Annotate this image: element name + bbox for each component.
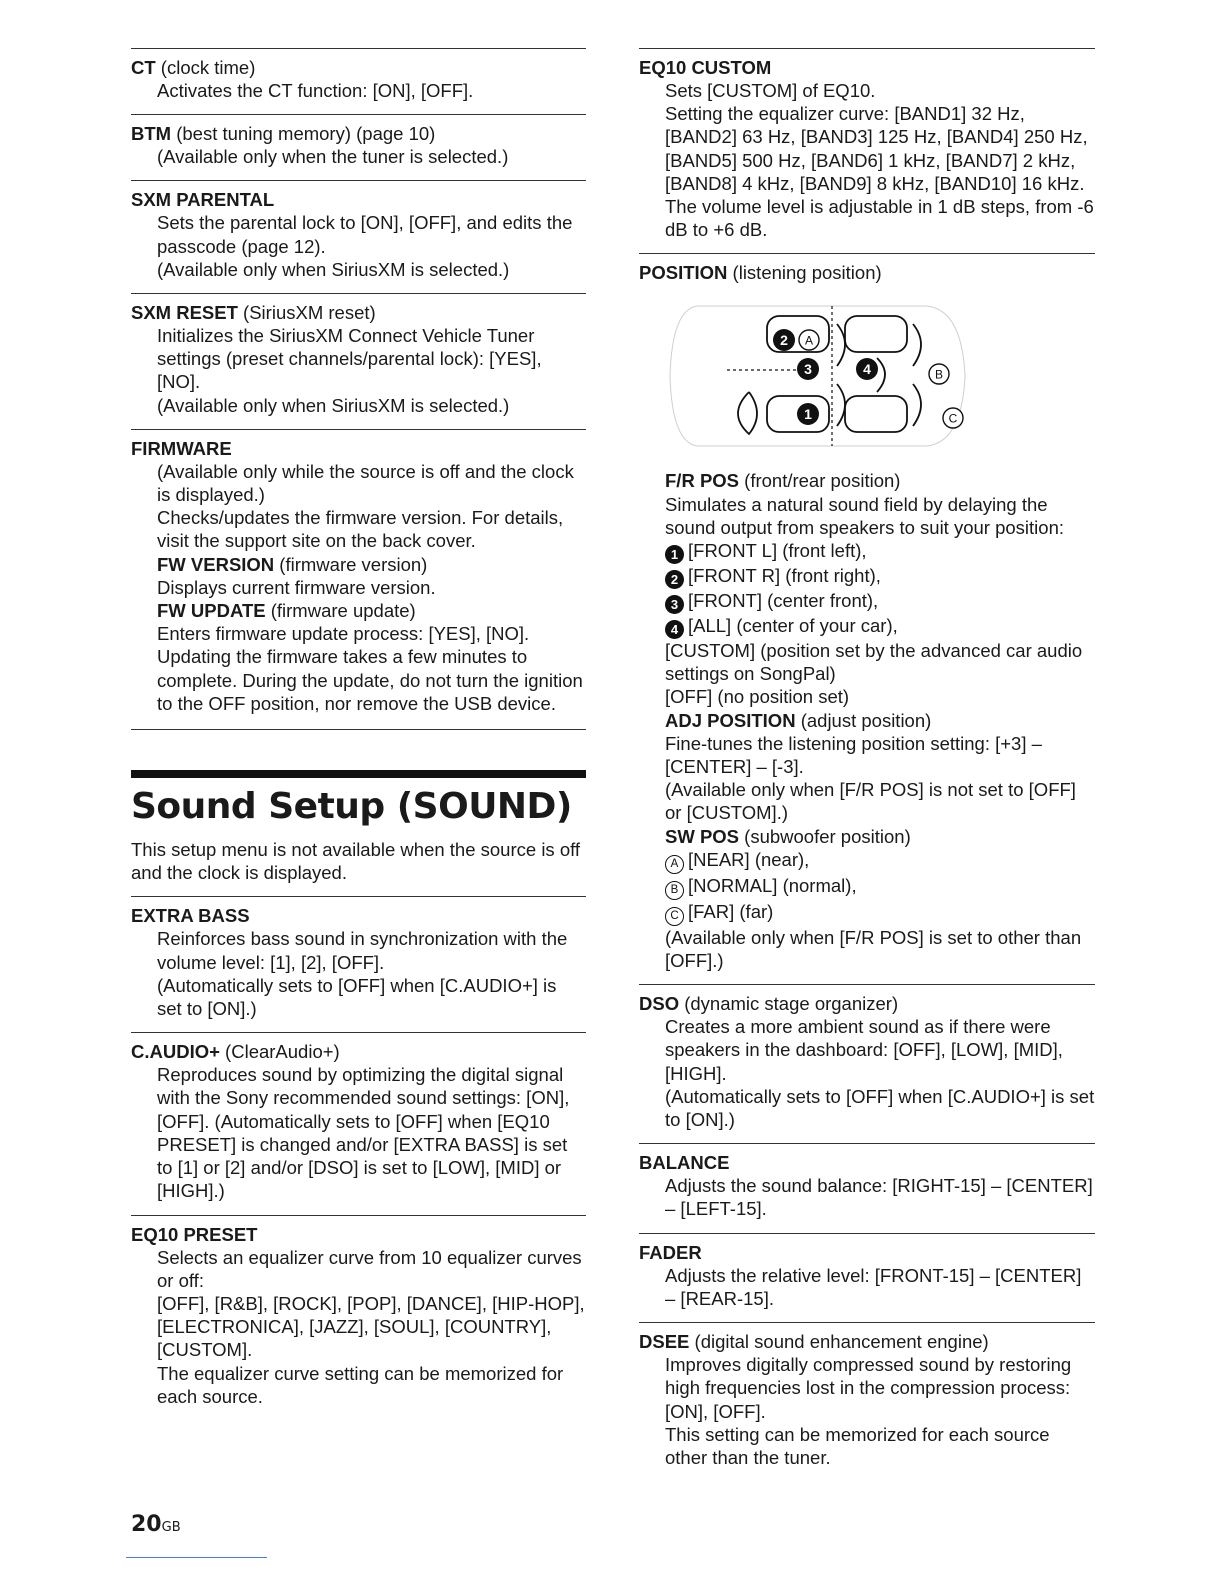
list-item — [665, 874, 1095, 900]
entry-desc: (digital sound enhancement engine) — [689, 1331, 989, 1353]
entry-term: FADER — [639, 1241, 702, 1263]
entry-eq10-preset — [131, 1215, 586, 1408]
sub-desc: (subwoofer position) — [739, 825, 911, 847]
entry-text: Simulates a natural sound field by delaying the sound output from speakers to suit your position: — [665, 493, 1064, 538]
entry-text: [CUSTOM] (position set by the advanced car audio settings on SongPal) — [665, 640, 1083, 685]
list-item-text: [ALL] (center of your car), — [688, 615, 898, 637]
section-title: Sound Setup (SOUND) — [131, 786, 572, 828]
entry-desc: (ClearAudio+) — [219, 1041, 340, 1063]
list-item-text: [NORMAL] (normal), — [688, 874, 857, 896]
entry-text: Sets the parental lock to [ON], [OFF], and edits the passcode (page 12). — [157, 212, 573, 257]
entry-desc: (best tuning memory) (page 10) — [171, 123, 436, 145]
entry-ct — [131, 48, 586, 102]
sub-desc: (firmware version) — [274, 553, 428, 575]
number-3-icon: 3 — [665, 595, 684, 614]
list-item-text: [FRONT] (center front), — [688, 590, 879, 612]
page-number-value: 20 — [131, 1512, 162, 1537]
entry-text: Initializes the SiriusXM Connect Vehicle Tuner settings (preset channels/parental lock): [YES], [NO]. — [157, 325, 542, 393]
entry-dso — [639, 984, 1095, 1131]
section-bar — [131, 770, 586, 778]
entry-text: Creates a more ambient sound as if there were speakers in the dashboard: [OFF], [LOW], [MID], [HIGH]. — [665, 1016, 1063, 1084]
entry-text: (Available only while the source is off and the clock is displayed.) — [157, 460, 574, 506]
entry-text: Fine-tunes the listening position setting: [+3] – [CENTER] – [-3]. — [665, 732, 1042, 778]
entry-term: EQ10 PRESET — [131, 1223, 258, 1245]
entry-term: SXM RESET — [131, 302, 238, 324]
letter-c-icon: C — [665, 907, 684, 926]
entry-position — [639, 253, 1095, 972]
right-column — [639, 48, 1095, 1481]
entry-text: Adjusts the relative level: [FRONT-15] – [CENTER] – [REAR-15]. — [665, 1264, 1082, 1309]
entry-text: Adjusts the sound balance: [RIGHT-15] – [CENTER] – [LEFT-15]. — [665, 1175, 1093, 1220]
entry-text: Sets [CUSTOM] of EQ10. — [665, 80, 876, 101]
divider — [131, 729, 586, 730]
entry-extra-bass — [131, 896, 586, 1020]
sub-term: F/R POS — [665, 470, 740, 492]
sub-desc: (front/rear position) — [739, 470, 901, 492]
marker-1-label: 1 — [804, 406, 812, 423]
entry-text: [OFF], [R&B], [ROCK], [POP], [DANCE], [HIP-HOP], [ELECTRONICA], [JAZZ], [SOUL], [COUNTRY], [CUSTOM]. — [157, 1292, 585, 1361]
entry-firmware — [131, 429, 586, 730]
number-4-icon: 4 — [665, 620, 684, 639]
entry-sxm-parental — [131, 180, 586, 281]
entry-text: Reproduces sound by optimizing the digital signal with the Sony recommended sound settings: [ON], [OFF]. (Automatically sets to [OFF] when [EQ10 PRESET] is changed and/or [EXTRA BASS] is set to [1] or [2] and/or [DSO] is set to [LOW], [MID] or [HIGH].) — [157, 1064, 570, 1202]
sub-desc: (adjust position) — [795, 709, 932, 731]
entry-text: (Available only when SiriusXM is selected.) — [157, 394, 510, 416]
page-number-suffix: GB — [161, 1520, 181, 1535]
entry-text: Reinforces bass sound in synchronization with the volume level: [1], [2], [OFF]. — [157, 928, 568, 973]
marker-2-label: 2 — [780, 332, 788, 349]
entry-term: POSITION — [639, 262, 728, 284]
page-number — [131, 1512, 181, 1537]
list-item-text: [FRONT R] (front right), — [688, 565, 881, 587]
entry-text: (Available only when the tuner is selected.) — [157, 146, 509, 168]
entry-text: The equalizer curve setting can be memorized for each source. — [157, 1362, 564, 1407]
entry-caudio — [131, 1032, 586, 1202]
entry-eq10-custom — [639, 48, 1095, 241]
entry-dsee — [639, 1322, 1095, 1469]
list-item-text: [FRONT L] (front left), — [688, 540, 867, 562]
marker-a-label: A — [804, 333, 814, 348]
sub-desc: (firmware update) — [265, 600, 416, 622]
entry-text: Activates the CT function: [ON], [OFF]. — [157, 80, 474, 101]
entry-term: CT — [131, 57, 156, 78]
car-position-diagram — [667, 296, 967, 456]
entry-desc: (clock time) — [155, 57, 256, 78]
sub-term: FW UPDATE — [157, 600, 266, 622]
marker-c-label: C — [948, 411, 958, 426]
entry-fader — [639, 1233, 1095, 1310]
entry-sxm-reset — [131, 293, 586, 417]
letter-b-icon: B — [665, 881, 684, 900]
list-item — [665, 539, 1095, 564]
entry-btm — [131, 114, 586, 168]
entry-desc: (listening position) — [727, 262, 882, 284]
entry-balance — [639, 1143, 1095, 1220]
sub-term: SW POS — [665, 825, 740, 847]
entry-term: DSO — [639, 993, 680, 1015]
entry-text: [OFF] (no position set) — [665, 686, 850, 708]
list-item — [665, 614, 1095, 639]
entry-text: (Available only when [F/R POS] is set to other than [OFF].) — [665, 926, 1082, 972]
entry-term: C.AUDIO+ — [131, 1041, 220, 1063]
list-item — [665, 900, 1095, 926]
section-intro: This setup menu is not available when the source is off and the clock is displayed. — [131, 839, 581, 884]
number-2-icon: 2 — [665, 570, 684, 589]
entry-term: FIRMWARE — [131, 437, 232, 459]
entry-term: BTM — [131, 123, 172, 145]
entry-text: (Automatically sets to [OFF] when [C.AUDIO+] is set to [ON].) — [157, 974, 557, 1020]
entry-term: SXM PARENTAL — [131, 189, 275, 211]
marker-4-label: 4 — [863, 361, 871, 378]
entry-text: Improves digitally compressed sound by restoring high frequencies lost in the compression process: [ON], [OFF]. — [665, 1354, 1072, 1422]
entry-text: Checks/updates the firmware version. For details, visit the support site on the back cover. — [157, 507, 564, 552]
entry-text: Selects an equalizer curve from 10 equalizer curves or off: — [157, 1246, 582, 1291]
entry-text: This setting can be memorized for each source other than the tuner. — [665, 1423, 1050, 1468]
entry-text: (Available only when [F/R POS] is not set to [OFF] or [CUSTOM].) — [665, 779, 1076, 824]
marker-3-label: 3 — [804, 361, 812, 378]
entry-text: (Available only when SiriusXM is selected.) — [157, 258, 510, 280]
list-item — [665, 848, 1095, 874]
sub-term: FW VERSION — [157, 553, 275, 575]
entry-term: EQ10 CUSTOM — [639, 57, 772, 78]
entry-term: DSEE — [639, 1331, 690, 1353]
sub-term: ADJ POSITION — [665, 709, 796, 731]
entry-text: The volume level is adjustable in 1 dB steps, from -6 dB to +6 dB. — [665, 196, 1094, 241]
entry-desc: (SiriusXM reset) — [237, 302, 376, 324]
footer-link-line — [126, 1557, 267, 1558]
list-item-text: [NEAR] (near), — [688, 848, 810, 870]
left-column — [131, 48, 586, 1420]
entry-term: BALANCE — [639, 1152, 730, 1174]
list-item — [665, 589, 1095, 614]
list-item — [665, 564, 1095, 589]
entry-text: Setting the equalizer curve: [BAND1] 32 Hz, [BAND2] 63 Hz, [BAND3] 125 Hz, [BAND4] 250 Hz, [BAND5] 500 Hz, [BAND6] 1 kHz, [BAND7] 2 kHz, [BAND8] 4 kHz, [BAND9] 8 kHz, [BAND10] 16 kHz. — [665, 103, 1088, 194]
list-item-text: [FAR] (far) — [688, 900, 774, 922]
entry-desc: (dynamic stage organizer) — [679, 993, 899, 1015]
marker-b-label: B — [934, 367, 944, 382]
number-1-icon: 1 — [665, 545, 684, 564]
letter-a-icon: A — [665, 855, 684, 874]
entry-term: EXTRA BASS — [131, 905, 250, 927]
entry-text: (Automatically sets to [OFF] when [C.AUDIO+] is set to [ON].) — [665, 1085, 1095, 1131]
entry-text: Enters firmware update process: [YES], [NO]. Updating the firmware takes a few minutes to complete. During the update, do not turn the ignition to the OFF position, nor remove the USB device. — [157, 623, 583, 714]
entry-text: Displays current firmware version. — [157, 576, 436, 598]
